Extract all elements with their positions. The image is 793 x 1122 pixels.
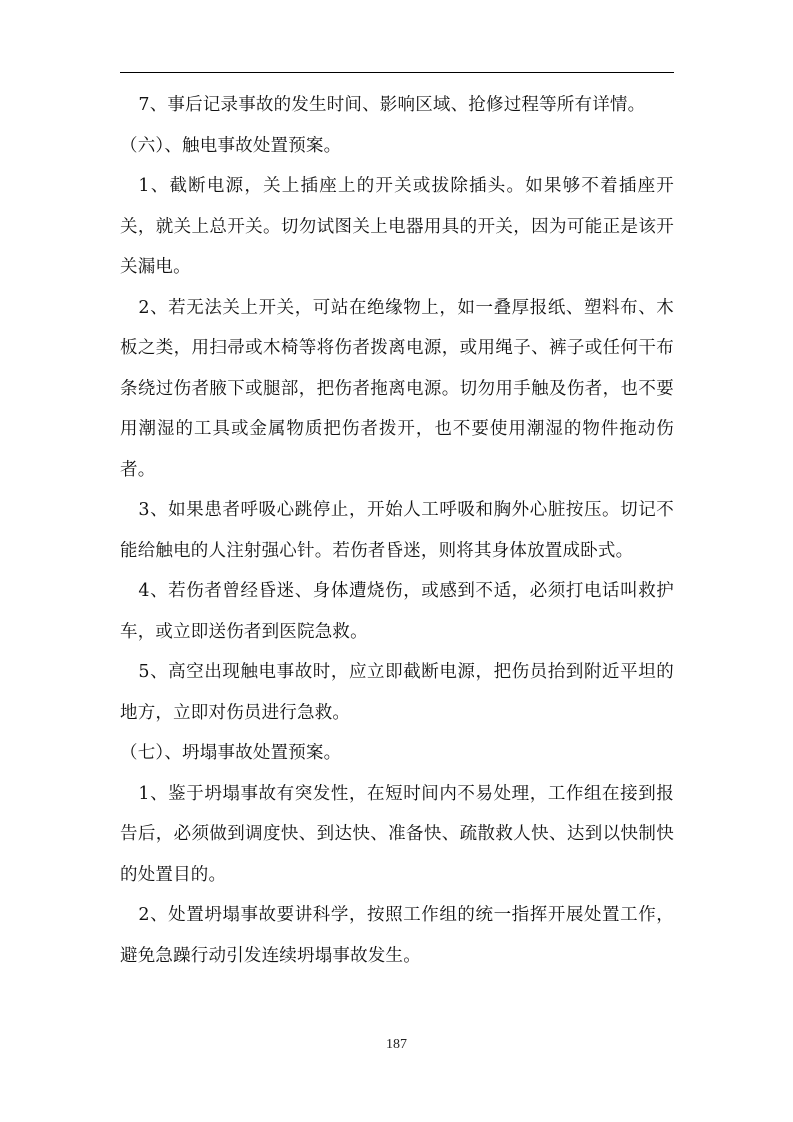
paragraph-item-3-cpr: 3、如果患者呼吸心跳停止，开始人工呼吸和胸外心脏按压。切记不能给触电的人注射强心针。若伤者昏迷，则将其身体放置成卧式。 [120, 500, 674, 561]
page-content [120, 85, 674, 976]
paragraph-item-2-insulation: 2、若无法关上开关，可站在绝缘物上，如一叠厚报纸、塑料布、木板之类，用扫帚或木椅等将伤者拨离电源，或用绳子、裤子或任何干布条绕过伤者腋下或腿部，把伤者拖离电源。切勿用手触及伤者，也不要用潮湿的工具或金属物质把伤者拨开，也不要使用潮湿的物件拖动伤者。 [120, 297, 674, 480]
header-rule [120, 72, 674, 73]
page-number: 187 [386, 1037, 407, 1052]
paragraph-item-1-collapse-response: 1、鉴于坍塌事故有突发性，在短时间内不易处理，工作组在接到报告后，必须做到调度快、到达快、准备快、疏散救人快、达到以快制快的处置目的。 [120, 783, 674, 885]
paragraph-item-7-record: 7、事后记录事故的发生时间、影响区域、抢修过程等所有详情。 [138, 95, 646, 115]
paragraph-item-2-collapse-science: 2、处置坍塌事故要讲科学，按照工作组的统一指挥开展处置工作，避免急躁行动引发连续坍塌事故发生。 [120, 905, 674, 966]
paragraph-item-4-ambulance: 4、若伤者曾经昏迷、身体遭烧伤，或感到不适，必须打电话叫救护车，或立即送伤者到医院急救。 [120, 581, 674, 642]
section-heading-collapse: （七）、坍塌事故处置预案。 [120, 743, 342, 763]
paragraph-item-1-cut-power: 1、截断电源，关上插座上的开关或拔除插头。如果够不着插座开关，就关上总开关。切勿试图关上电器用具的开关，因为可能正是该开关漏电。 [120, 176, 674, 277]
paragraph-item-5-high-altitude: 5、高空出现触电事故时，应立即截断电源，把伤员抬到附近平坦的地方，立即对伤员进行急救。 [120, 662, 674, 723]
section-heading-electric-shock: （六）、触电事故处置预案。 [120, 135, 342, 156]
